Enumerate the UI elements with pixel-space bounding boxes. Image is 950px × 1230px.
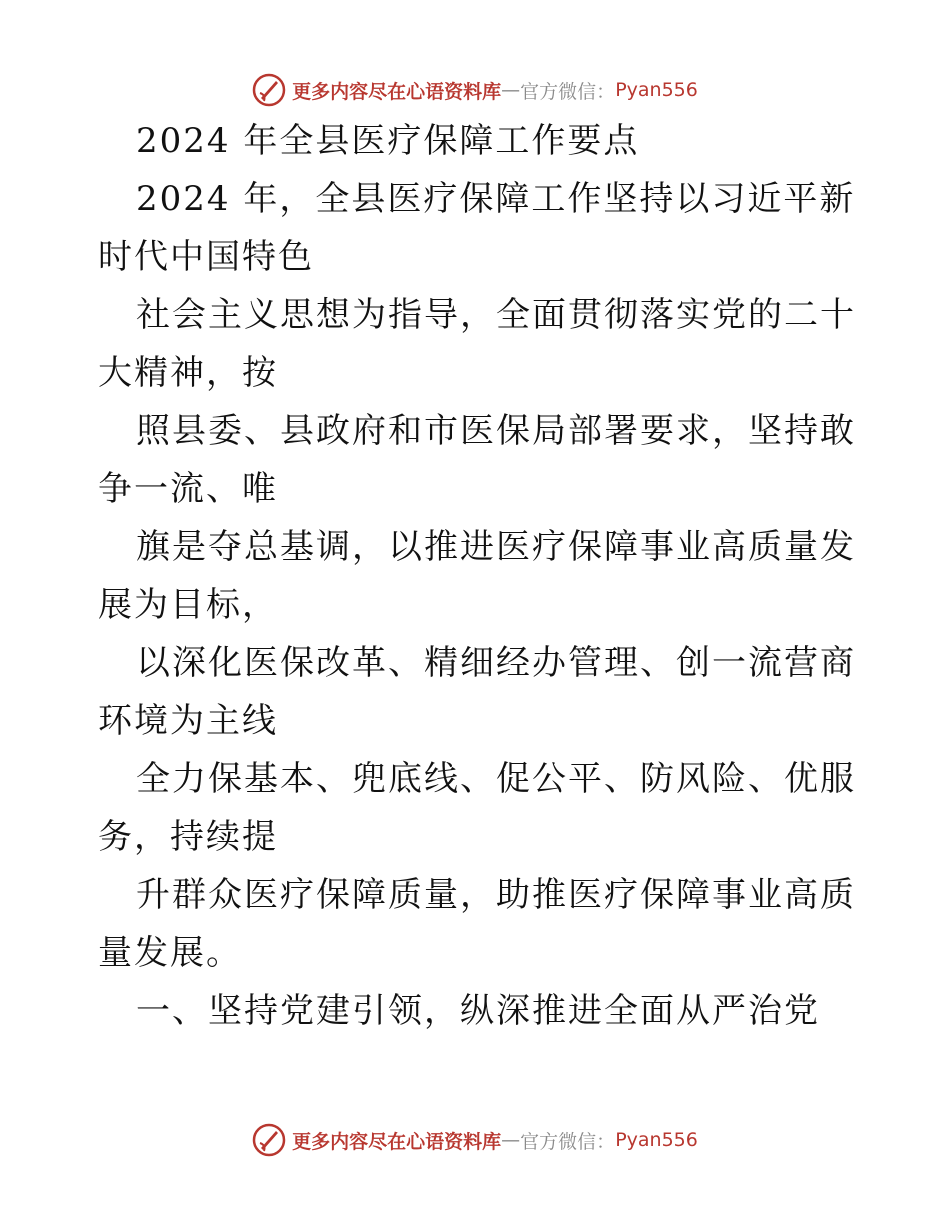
footer-watermark (0, 1122, 950, 1158)
document-title: 2024 年全县医疗保障工作要点 (136, 121, 640, 161)
paragraph-line: 2024 年，全县医疗保障工作坚持以习近平新时代中国特色 (98, 179, 856, 277)
section-heading: 一、坚持党建引领，纵深推进全面从严治党 (136, 991, 820, 1031)
document-body (98, 112, 858, 1040)
quill-logo-icon (252, 1123, 286, 1157)
watermark-wechat-id: Pyan556 (615, 1129, 698, 1151)
watermark-official-label: 官方微信： (520, 80, 616, 103)
watermark-main-text: 更多内容尽在心语资料库 (292, 1130, 502, 1153)
paragraph-line: 照县委、县政府和市医保局部署要求，坚持敢争一流、唯 (98, 411, 856, 509)
watermark-official-label: 官方微信： (520, 1130, 616, 1153)
watermark-dash: — (501, 1129, 521, 1151)
paragraph-line: 旗是夺总基调，以推进医疗保障事业高质量发展为目标， (98, 527, 856, 625)
paragraph-line: 升群众医疗保障质量，助推医疗保障事业高质量发展。 (98, 875, 856, 973)
quill-logo-icon (252, 73, 286, 107)
paragraph-line: 以深化医保改革、精细经办管理、创一流营商环境为主线 (98, 643, 856, 741)
paragraph-line: 社会主义思想为指导，全面贯彻落实党的二十大精神，按 (98, 295, 856, 393)
header-watermark (0, 72, 950, 108)
watermark-main-text: 更多内容尽在心语资料库 (292, 80, 502, 103)
watermark-dash: — (501, 79, 521, 101)
watermark-wechat-id: Pyan556 (615, 79, 698, 101)
paragraph-line: 全力保基本、兜底线、促公平、防风险、优服务，持续提 (98, 759, 856, 857)
